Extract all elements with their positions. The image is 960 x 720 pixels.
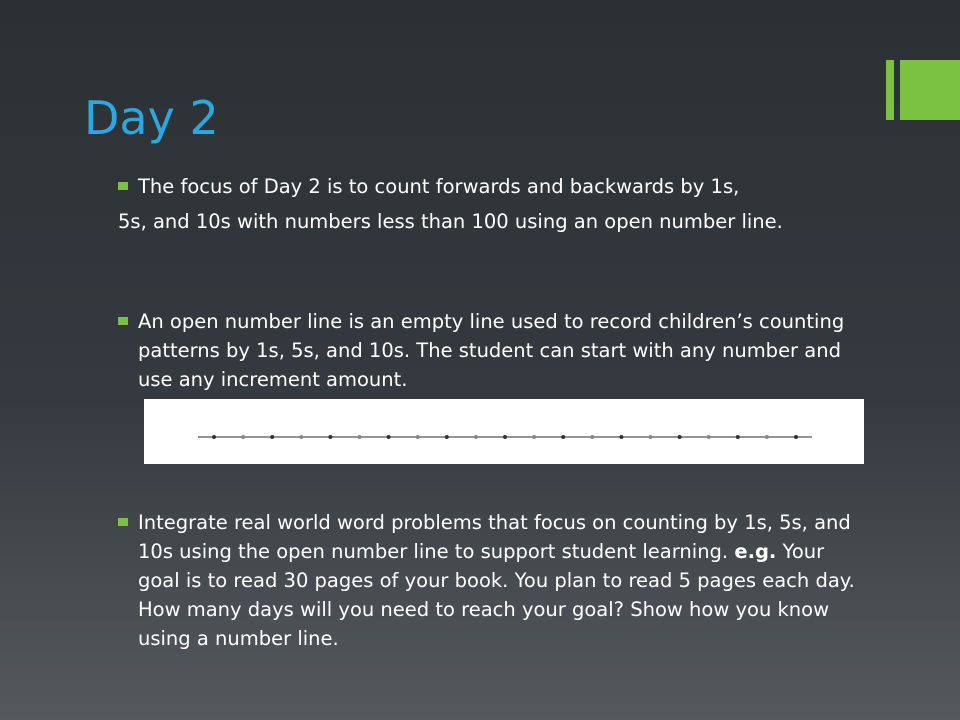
bullet-3-pre: Integrate real world word problems that focus on counting by 1s, 5s, and 10s using the open number line to support student learning. [138, 511, 851, 563]
number-line-tick [416, 435, 420, 439]
number-line-tick [445, 435, 449, 439]
accent-bar-wide [900, 60, 960, 120]
number-line-tick [736, 435, 740, 439]
number-line-tick [765, 435, 769, 439]
accent-bar-thin [886, 60, 894, 120]
bullet-3-post: Your goal is to read 30 pages of your book. You plan to read 5 pages each day. How many days will you need to reach your goal? Show how you know using a number line. [138, 540, 855, 650]
number-line-tick [619, 435, 623, 439]
bullet-marker-icon [118, 317, 128, 325]
number-line-tick [649, 435, 653, 439]
number-line-tick [270, 435, 274, 439]
bullet-3-bold: e.g. [734, 540, 777, 563]
bullet-marker-icon [118, 182, 128, 190]
number-line-tick [678, 435, 682, 439]
number-line-image [144, 399, 864, 464]
bullet-1-line1: The focus of Day 2 is to count forwards and backwards by 1s, [138, 175, 740, 198]
slide-title: Day 2 [84, 91, 219, 145]
number-line-tick [794, 435, 798, 439]
number-line-tick [532, 435, 536, 439]
bullet-marker-icon [118, 518, 128, 526]
number-line-tick [212, 435, 216, 439]
bullet-1 [118, 172, 858, 236]
number-line-tick [561, 435, 565, 439]
number-line-tick [590, 435, 594, 439]
bullet-3 [118, 508, 858, 653]
number-line-tick [241, 435, 245, 439]
number-line-tick [707, 435, 711, 439]
number-line-tick [358, 435, 362, 439]
number-line-tick [387, 435, 391, 439]
number-line-tick [503, 435, 507, 439]
number-line-tick [474, 435, 478, 439]
bullet-2-text: An open number line is an empty line used to record children’s counting patterns by 1s, 5s, and 10s. The student can start with any number and use any increment amount. [138, 310, 845, 391]
bullet-2 [118, 307, 858, 394]
number-line-graphic [144, 399, 864, 464]
bullet-3-text [138, 508, 858, 653]
bullet-1-line2: 5s, and 10s with numbers less than 100 using an open number line. [118, 210, 783, 233]
number-line-tick [328, 435, 332, 439]
number-line-tick [299, 435, 303, 439]
